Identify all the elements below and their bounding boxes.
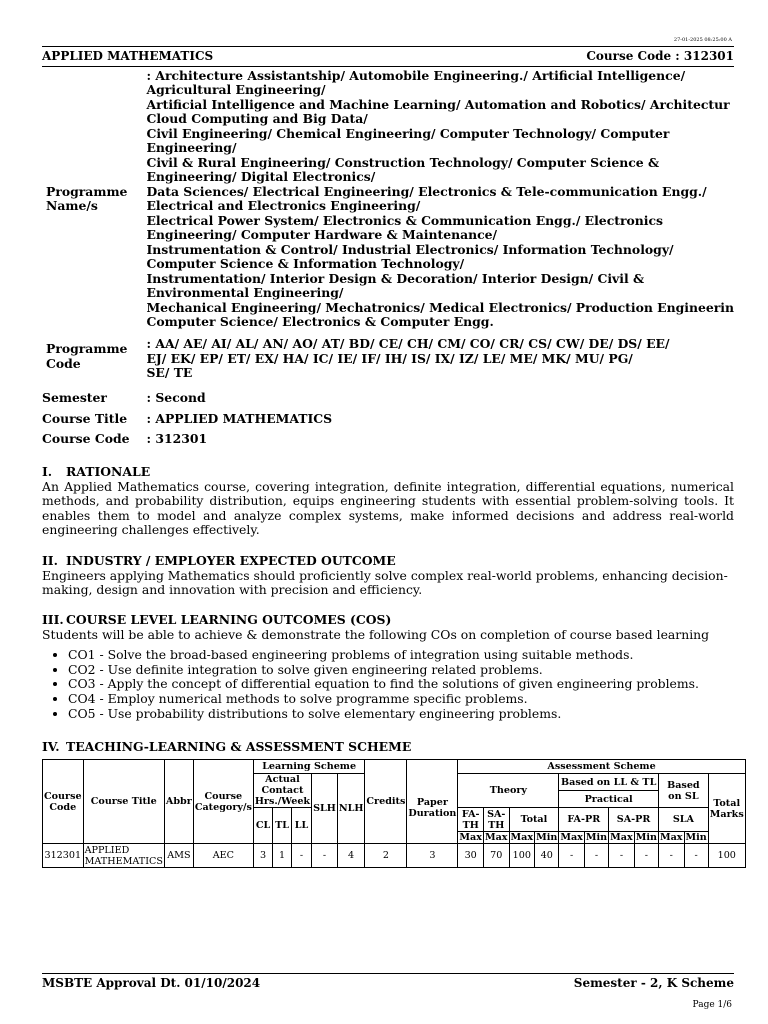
cell-code: 312301: [43, 844, 84, 868]
cell-total-marks: 100: [708, 844, 745, 868]
section-number: IV.: [42, 739, 60, 754]
programme-name-line: Computer Science & Information Technology/: [146, 256, 465, 271]
section-title: INDUSTRY / EMPLOYER EXPECTED OUTCOME: [66, 553, 396, 568]
th-sa-pr: SA-PR: [609, 808, 659, 832]
cos-intro: Students will be able to achieve & demonstrate the following COs on completion of course based learning: [42, 626, 710, 642]
cell-abbr: AMS: [164, 844, 193, 868]
th-assessment-scheme: Assessment Scheme: [458, 760, 745, 774]
programme-code-line: : AA/ AE/ AI/ AL/ AN/ AO/ AT/ BD/ CE/ CH/ CM/ CO/ CR/ CS/ CW/ DE/ DS/ EE/: [146, 336, 670, 351]
th-tl: TL: [273, 808, 292, 844]
section-title: RATIONALE: [66, 464, 151, 479]
table-row: [43, 844, 746, 868]
cell-duration: 3: [407, 844, 458, 868]
page-number: Page 1/6: [692, 1000, 732, 1010]
programme-code-value: [146, 331, 734, 382]
course-title-value: : APPLIED MATHEMATICS: [146, 410, 333, 426]
programme-name-line: Instrumentation/ Interior Design & Decoration/ Interior Design/ Civil &: [146, 270, 645, 286]
th-max: Max: [610, 832, 633, 843]
programme-name-line: Agricultural Engineering/: [146, 82, 326, 97]
cell-sla-max: -: [658, 844, 684, 868]
programme-name-line: Environmental Engineering/: [146, 285, 344, 300]
programme-names-label: Programme Name/s: [46, 183, 128, 213]
th-course-code: Course Code: [43, 760, 84, 844]
th-sa-th: SA-TH: [483, 808, 509, 832]
cell-nlh: 4: [337, 844, 365, 868]
th-practical: Practical: [559, 791, 659, 808]
section-title: TEACHING-LEARNING & ASSESSMENT SCHEME: [66, 739, 412, 754]
section-number: III.: [42, 612, 64, 627]
cell-sa-pr-min: -: [634, 844, 658, 868]
cell-fa-th-max: 30: [458, 844, 484, 868]
th-min: Min: [685, 832, 707, 843]
programme-name-line: Computer Science/ Electronics & Computer Engg.: [146, 314, 494, 329]
course-title-label: Course Title: [42, 410, 128, 426]
th-actual-contact: Actual Contact Hrs./Week: [254, 774, 311, 807]
list-item: • CO3 - Apply the concept of differential equation to find the solutions of given engineering problems.: [68, 677, 734, 692]
programme-name-line: : Architecture Assistantship/ Automobile Engineering./ Artificial Intelligence/: [146, 67, 686, 83]
cell-fa-pr-min: -: [584, 844, 608, 868]
programme-names-value: [146, 67, 734, 331]
footer-scheme: Semester - 2, K Scheme: [573, 976, 734, 990]
programme-code-line: SE/ TE: [146, 365, 193, 380]
programme-name-line: Engineering/ Digital Electronics/: [146, 169, 376, 184]
programme-code-line: EJ/ EK/ EP/ ET/ EX/ HA/ IC/ IE/ IF/ IH/ IS/ IX/ IZ/ LE/ ME/ MK/ MU/ PG/: [146, 350, 633, 366]
semester-label: Semester: [42, 390, 107, 405]
section-title: COURSE LEVEL LEARNING OUTCOMES (COS): [66, 612, 392, 627]
programme-info: [42, 66, 734, 450]
course-code-label: Course Code: [42, 431, 130, 446]
programme-name-line: Electrical Power System/ Electronics & Communication Engg./ Electronics: [146, 212, 663, 228]
list-item: • CO2 - Use definite integration to solve given engineering related problems.: [68, 663, 734, 678]
page-footer: [42, 973, 734, 990]
cell-cl: 3: [253, 844, 272, 868]
th-total: Total: [509, 808, 559, 832]
industry-section: [42, 554, 734, 598]
th-min: Min: [536, 832, 558, 843]
course-code-value: : 312301: [146, 431, 208, 446]
section-heading: [42, 465, 734, 480]
th-slh: SLH: [312, 774, 338, 844]
cell-credits: 2: [365, 844, 407, 868]
header-course-code: Course Code : 312301: [586, 49, 734, 63]
th-credits: Credits: [365, 760, 407, 844]
th-fa-pr: FA-PR: [559, 808, 609, 832]
th-max: Max: [459, 832, 482, 843]
list-item: • CO5 - Use probability distributions to solve elementary engineering problems.: [68, 707, 734, 722]
th-min: Min: [585, 832, 608, 843]
rationale-section: [42, 465, 734, 538]
th-based-ll-tl: Based on LL & TL: [559, 774, 659, 791]
th-nlh: NLH: [337, 774, 365, 844]
programme-name-line: Cloud Computing and Big Data/: [146, 111, 368, 126]
programme-code-label: Programme Code: [46, 341, 128, 371]
th-max: Max: [484, 832, 508, 843]
cell-category: AEC: [193, 844, 253, 868]
header-title: APPLIED MATHEMATICS: [42, 49, 214, 63]
list-item: • CO1 - Solve the broad-based engineering problems of integration using suitable methods.: [68, 648, 734, 663]
footer-approval: MSBTE Approval Dt. 01/10/2024: [42, 976, 261, 990]
cell-total-min: 40: [535, 844, 559, 868]
scheme-table: [42, 759, 746, 868]
programme-name-line: Electrical and Electronics Engineering/: [146, 198, 421, 213]
cell-title: APPLIED MATHEMATICS: [84, 844, 163, 867]
programme-name-line: Civil & Rural Engineering/ Construction Technology/ Computer Science &: [146, 154, 660, 170]
programme-name-line: Instrumentation & Control/ Industrial Electronics/ Information Technology/: [146, 241, 674, 257]
th-total-marks: Total Marks: [708, 774, 745, 844]
th-learning-scheme: Learning Scheme: [253, 760, 365, 774]
cell-fa-pr-max: -: [559, 844, 585, 868]
th-max: Max: [659, 832, 683, 843]
list-item: • CO4 - Employ numerical methods to solve programme specific problems.: [68, 692, 734, 707]
section-heading: [42, 740, 734, 755]
programme-name-line: Mechanical Engineering/ Mechatronics/ Medical Electronics/ Production Engineerin: [146, 300, 734, 315]
cell-total-max: 100: [509, 844, 535, 868]
programme-name-line: Artificial Intelligence and Machine Learning/ Automation and Robotics/ Architectur: [146, 97, 730, 112]
semester-value: : Second: [146, 390, 206, 405]
th-sla: SLA: [658, 808, 708, 832]
cell-sla-min: -: [684, 844, 708, 868]
section-heading: [42, 613, 734, 628]
programme-name-line: Civil Engineering/ Chemical Engineering/ Computer Technology/ Computer: [146, 125, 670, 141]
scheme-section: [42, 740, 734, 755]
th-abbr: Abbr: [164, 760, 193, 844]
programme-name-line: Engineering/: [146, 140, 237, 155]
cell-sa-pr-max: -: [609, 844, 635, 868]
th-spacer: [407, 760, 458, 774]
programme-name-line: Data Sciences/ Electrical Engineering/ Electronics & Tele-communication Engg./: [146, 183, 707, 199]
cell-sa-th-max: 70: [483, 844, 509, 868]
cell-ll: -: [292, 844, 312, 868]
th-category: Course Category/s: [193, 760, 253, 844]
rationale-text: An Applied Mathematics course, covering integration, definite integration, differential equations, numerical methods, and probability distribution, equips engineering students with essential problem-solving tools. It enables them to model and analyze complex systems, make informed decisions and address real-world engineering challenges effectively.: [42, 478, 734, 538]
th-fa-th: FA-TH: [458, 808, 484, 832]
cell-tl: 1: [273, 844, 292, 868]
page-header: [42, 46, 734, 63]
section-number: I.: [42, 464, 53, 479]
th-max: Max: [510, 832, 534, 843]
th-min: Min: [635, 832, 657, 843]
th-max: Max: [560, 832, 583, 843]
th-cl: CL: [253, 808, 272, 844]
th-paper-duration: Paper Duration: [407, 774, 458, 844]
cos-list: [42, 648, 734, 721]
cos-section: [42, 613, 734, 721]
industry-text: Engineers applying Mathematics should proficiently solve complex real-world problems, enhancing decision-making, design and innovation with precision and efficiency.: [42, 567, 728, 598]
timestamp: 27-01-2025 08:25:00 A: [673, 37, 732, 43]
cell-slh: -: [312, 844, 338, 868]
th-course-title: Course Title: [83, 760, 164, 844]
th-based-sl: Based on SL: [658, 774, 708, 808]
th-ll: LL: [292, 808, 312, 844]
section-heading: [42, 554, 734, 569]
programme-name-line: Engineering/ Computer Hardware & Maintenance/: [146, 227, 498, 242]
th-theory: Theory: [458, 774, 559, 808]
section-number: II.: [42, 553, 58, 568]
